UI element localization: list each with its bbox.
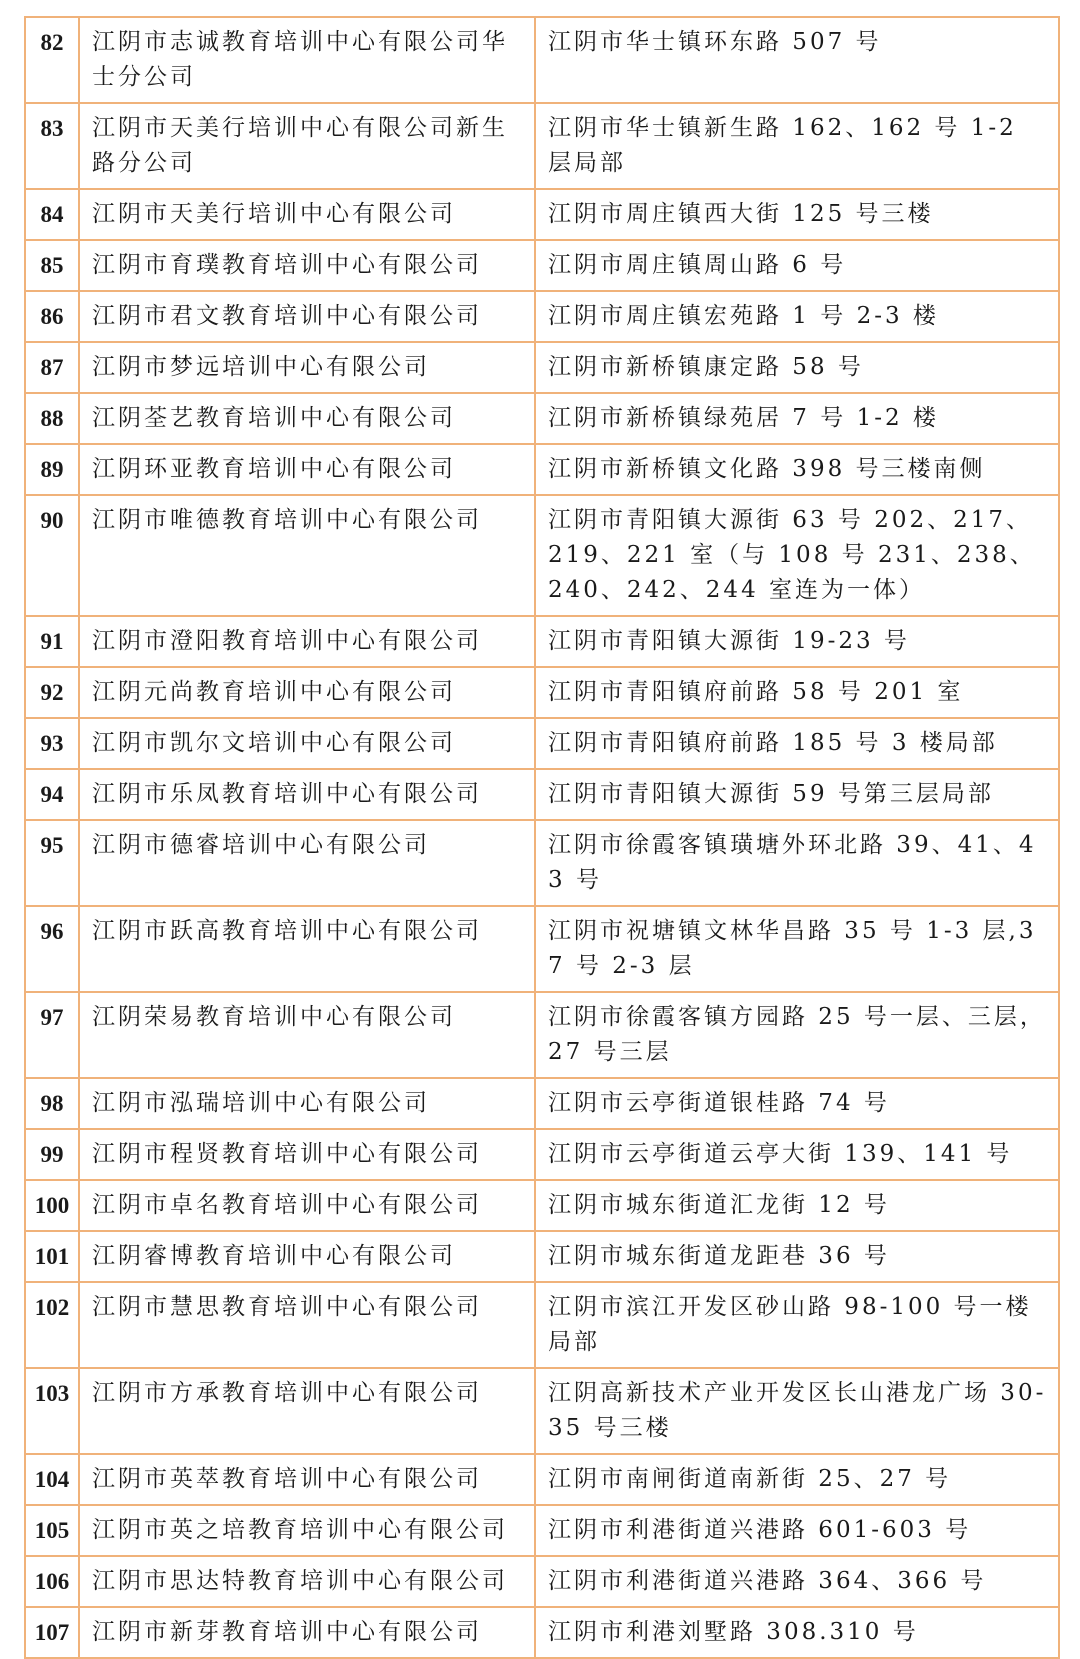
row-number: 90 xyxy=(25,495,79,616)
table-row xyxy=(25,291,1059,342)
institution-name: 江阴市凯尔文培训中心有限公司 xyxy=(79,718,535,769)
row-number: 103 xyxy=(25,1368,79,1454)
institution-address: 江阴市青阳镇大源街 63 号 202、217、219、221 室（与 108 号 231、238、240、242、244 室连为一体） xyxy=(535,495,1059,616)
row-number: 86 xyxy=(25,291,79,342)
institution-name: 江阴市思达特教育培训中心有限公司 xyxy=(79,1556,535,1607)
row-number: 89 xyxy=(25,444,79,495)
institution-address: 江阴市新桥镇康定路 58 号 xyxy=(535,342,1059,393)
row-number: 106 xyxy=(25,1556,79,1607)
institution-address: 江阴市新桥镇文化路 398 号三楼南侧 xyxy=(535,444,1059,495)
institution-name: 江阴市德睿培训中心有限公司 xyxy=(79,820,535,906)
institution-name: 江阴市志诚教育培训中心有限公司华士分公司 xyxy=(79,17,535,103)
institution-address: 江阴高新技术产业开发区长山港龙广场 30-35 号三楼 xyxy=(535,1368,1059,1454)
institution-table-container xyxy=(24,16,1058,1659)
institution-address: 江阴市城东街道汇龙街 12 号 xyxy=(535,1180,1059,1231)
institution-address: 江阴市利港街道兴港路 364、366 号 xyxy=(535,1556,1059,1607)
institution-name: 江阴荃艺教育培训中心有限公司 xyxy=(79,393,535,444)
table-row xyxy=(25,495,1059,616)
institution-name: 江阴市唯德教育培训中心有限公司 xyxy=(79,495,535,616)
table-row xyxy=(25,1368,1059,1454)
table-row xyxy=(25,240,1059,291)
institution-name: 江阴市育璞教育培训中心有限公司 xyxy=(79,240,535,291)
institution-name: 江阴环亚教育培训中心有限公司 xyxy=(79,444,535,495)
institution-name: 江阴市天美行培训中心有限公司新生路分公司 xyxy=(79,103,535,189)
institution-name: 江阴元尚教育培训中心有限公司 xyxy=(79,667,535,718)
table-row xyxy=(25,769,1059,820)
table-row xyxy=(25,444,1059,495)
institution-address: 江阴市云亭街道银桂路 74 号 xyxy=(535,1078,1059,1129)
row-number: 101 xyxy=(25,1231,79,1282)
table-row xyxy=(25,1556,1059,1607)
institution-address: 江阴市华士镇新生路 162、162 号 1-2 层局部 xyxy=(535,103,1059,189)
table-row xyxy=(25,1231,1059,1282)
table-row xyxy=(25,616,1059,667)
row-number: 107 xyxy=(25,1607,79,1658)
institution-name: 江阴市英之培教育培训中心有限公司 xyxy=(79,1505,535,1556)
institution-address: 江阴市利港街道兴港路 601-603 号 xyxy=(535,1505,1059,1556)
institution-address: 江阴市青阳镇大源街 59 号第三层局部 xyxy=(535,769,1059,820)
row-number: 92 xyxy=(25,667,79,718)
row-number: 95 xyxy=(25,820,79,906)
institution-address: 江阴市南闸街道南新街 25、27 号 xyxy=(535,1454,1059,1505)
institution-address: 江阴市徐霞客镇璜塘外环北路 39、41、43 号 xyxy=(535,820,1059,906)
table-row xyxy=(25,667,1059,718)
row-number: 97 xyxy=(25,992,79,1078)
institution-address: 江阴市云亭街道云亭大街 139、141 号 xyxy=(535,1129,1059,1180)
row-number: 105 xyxy=(25,1505,79,1556)
table-row xyxy=(25,189,1059,240)
row-number: 83 xyxy=(25,103,79,189)
institution-address: 江阴市周庄镇西大街 125 号三楼 xyxy=(535,189,1059,240)
institution-name: 江阴睿博教育培训中心有限公司 xyxy=(79,1231,535,1282)
institution-address: 江阴市滨江开发区砂山路 98-100 号一楼局部 xyxy=(535,1282,1059,1368)
table-row xyxy=(25,342,1059,393)
row-number: 99 xyxy=(25,1129,79,1180)
institution-address: 江阴市周庄镇宏苑路 1 号 2-3 楼 xyxy=(535,291,1059,342)
table-row xyxy=(25,1505,1059,1556)
institution-address: 江阴市利港刘墅路 308.310 号 xyxy=(535,1607,1059,1658)
institution-address: 江阴市青阳镇府前路 58 号 201 室 xyxy=(535,667,1059,718)
institution-name: 江阴市英萃教育培训中心有限公司 xyxy=(79,1454,535,1505)
table-row xyxy=(25,1454,1059,1505)
table-row xyxy=(25,1078,1059,1129)
row-number: 88 xyxy=(25,393,79,444)
table-row xyxy=(25,1282,1059,1368)
table-row xyxy=(25,1129,1059,1180)
institution-address: 江阴市周庄镇周山路 6 号 xyxy=(535,240,1059,291)
institution-name: 江阴市方承教育培训中心有限公司 xyxy=(79,1368,535,1454)
institution-name: 江阴市乐凤教育培训中心有限公司 xyxy=(79,769,535,820)
institution-name: 江阴荣易教育培训中心有限公司 xyxy=(79,992,535,1078)
institution-name: 江阴市跃高教育培训中心有限公司 xyxy=(79,906,535,992)
table-row xyxy=(25,1607,1059,1658)
row-number: 85 xyxy=(25,240,79,291)
table-row xyxy=(25,718,1059,769)
table-row xyxy=(25,1180,1059,1231)
institution-address: 江阴市华士镇环东路 507 号 xyxy=(535,17,1059,103)
institution-name: 江阴市卓名教育培训中心有限公司 xyxy=(79,1180,535,1231)
table-body xyxy=(25,17,1059,1658)
table-row xyxy=(25,906,1059,992)
institution-name: 江阴市新芽教育培训中心有限公司 xyxy=(79,1607,535,1658)
institution-address: 江阴市城东街道龙距巷 36 号 xyxy=(535,1231,1059,1282)
institution-name: 江阴市澄阳教育培训中心有限公司 xyxy=(79,616,535,667)
institution-name: 江阴市君文教育培训中心有限公司 xyxy=(79,291,535,342)
row-number: 87 xyxy=(25,342,79,393)
row-number: 91 xyxy=(25,616,79,667)
table-row xyxy=(25,992,1059,1078)
row-number: 93 xyxy=(25,718,79,769)
table-row xyxy=(25,17,1059,103)
table-row xyxy=(25,820,1059,906)
institution-address: 江阴市青阳镇大源街 19-23 号 xyxy=(535,616,1059,667)
row-number: 96 xyxy=(25,906,79,992)
institution-address: 江阴市祝塘镇文林华昌路 35 号 1-3 层,37 号 2-3 层 xyxy=(535,906,1059,992)
institution-address: 江阴市青阳镇府前路 185 号 3 楼局部 xyxy=(535,718,1059,769)
institution-name: 江阴市泓瑞培训中心有限公司 xyxy=(79,1078,535,1129)
institution-address: 江阴市新桥镇绿苑居 7 号 1-2 楼 xyxy=(535,393,1059,444)
institution-address: 江阴市徐霞客镇方园路 25 号一层、三层，27 号三层 xyxy=(535,992,1059,1078)
row-number: 104 xyxy=(25,1454,79,1505)
table-row xyxy=(25,103,1059,189)
institution-table xyxy=(24,16,1060,1659)
row-number: 100 xyxy=(25,1180,79,1231)
institution-name: 江阴市梦远培训中心有限公司 xyxy=(79,342,535,393)
row-number: 94 xyxy=(25,769,79,820)
table-row xyxy=(25,393,1059,444)
row-number: 84 xyxy=(25,189,79,240)
institution-name: 江阴市慧思教育培训中心有限公司 xyxy=(79,1282,535,1368)
institution-name: 江阴市天美行培训中心有限公司 xyxy=(79,189,535,240)
row-number: 82 xyxy=(25,17,79,103)
institution-name: 江阴市程贤教育培训中心有限公司 xyxy=(79,1129,535,1180)
row-number: 102 xyxy=(25,1282,79,1368)
row-number: 98 xyxy=(25,1078,79,1129)
